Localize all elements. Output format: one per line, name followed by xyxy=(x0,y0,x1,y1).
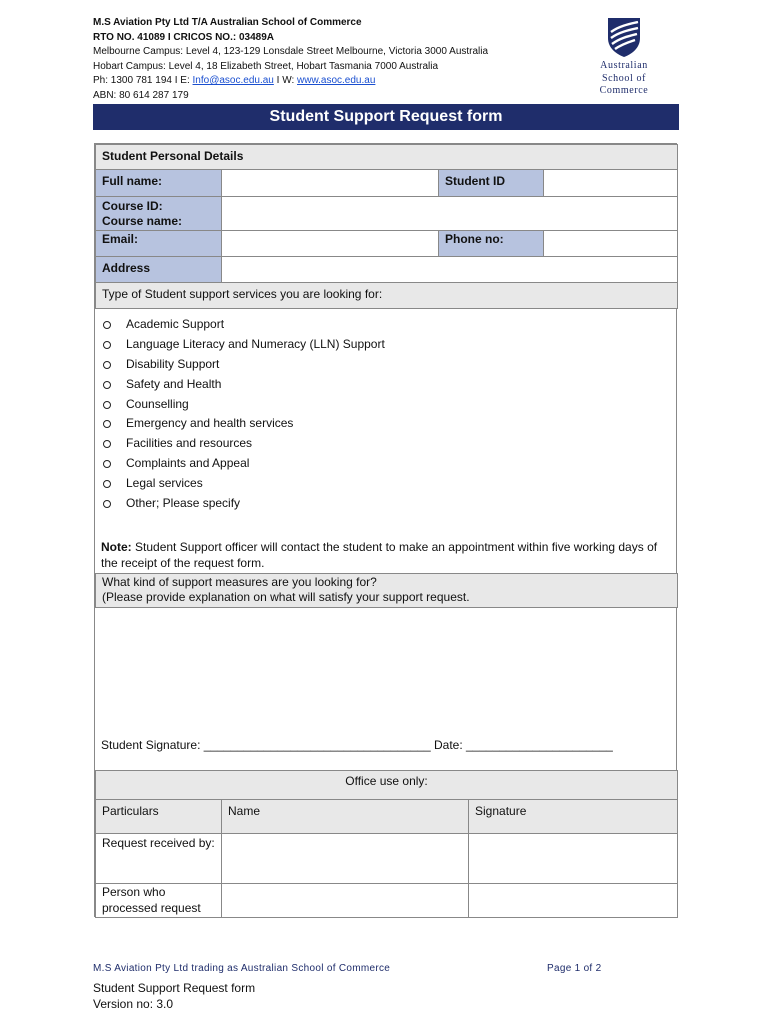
student-id-label: Student ID xyxy=(438,169,544,197)
footer-version: Version no: 3.0 xyxy=(93,997,174,1011)
logo-text-1: Australian xyxy=(600,60,648,71)
note-label: Note: xyxy=(101,540,132,554)
service-label: Language Literacy and Numeracy (LLN) Support xyxy=(126,336,385,351)
radio-circle-icon[interactable] xyxy=(103,361,111,369)
services-prompt: Type of Student support services you are looking for: xyxy=(95,282,678,309)
footer-org: M.S Aviation Pty Ltd trading as Australian School of Commerce xyxy=(93,963,391,974)
services-list xyxy=(95,309,676,574)
measures-question-1: What kind of support measures are you looking for? xyxy=(102,575,377,589)
phone-input[interactable] xyxy=(543,230,678,257)
abn-text: ABN: 80 614 287 179 xyxy=(93,89,189,101)
radio-circle-icon[interactable] xyxy=(103,460,111,468)
address-input[interactable] xyxy=(221,256,678,283)
email-link[interactable]: Info@asoc.edu.au xyxy=(192,75,274,87)
radio-circle-icon[interactable] xyxy=(103,381,111,389)
course-input[interactable] xyxy=(221,196,678,231)
service-label: Disability Support xyxy=(126,356,220,371)
letterhead xyxy=(93,16,573,104)
service-label: Complaints and Appeal xyxy=(126,456,250,471)
email-input[interactable] xyxy=(221,230,439,257)
page-footer xyxy=(93,963,613,1012)
website-link[interactable]: www.asoc.edu.au xyxy=(297,75,376,87)
radio-circle-icon[interactable] xyxy=(103,321,111,329)
service-label: Academic Support xyxy=(126,317,225,331)
office-use-heading: Office use only: xyxy=(95,770,678,800)
service-label: Safety and Health xyxy=(126,376,222,391)
phone-label: Phone no: xyxy=(438,230,544,257)
rto-number: RTO NO. 41089 I CRICOS NO.: 03489A xyxy=(93,31,274,43)
service-label: Other; Please specify xyxy=(126,496,241,511)
course-id-label: Course ID: xyxy=(102,199,163,213)
measures-question xyxy=(95,573,678,608)
form-title: Student Support Request form xyxy=(93,104,679,130)
org-name: M.S Aviation Pty Ltd T/A Australian School of Commerce xyxy=(93,17,362,28)
request-received-signature-input[interactable] xyxy=(468,833,678,884)
service-option[interactable] xyxy=(101,315,676,335)
service-option[interactable] xyxy=(101,375,676,395)
melbourne-address: Melbourne Campus: Level 4, 123-129 Lonsdale Street Melbourne, Victoria 3000 Australia xyxy=(93,46,489,58)
service-option[interactable] xyxy=(101,414,676,434)
service-label: Facilities and resources xyxy=(126,436,253,451)
service-option[interactable] xyxy=(101,355,676,375)
service-label: Emergency and health services xyxy=(126,416,294,431)
service-option[interactable] xyxy=(101,434,676,454)
service-label: Legal services xyxy=(126,476,203,491)
measures-question-2: (Please provide explanation on what will satisfy your support request. xyxy=(102,590,470,604)
note xyxy=(101,540,661,571)
school-logo xyxy=(588,16,660,96)
radio-circle-icon[interactable] xyxy=(103,420,111,428)
office-header-particulars: Particulars xyxy=(95,799,222,834)
office-header-name: Name xyxy=(221,799,469,834)
full-name-input[interactable] xyxy=(221,169,439,197)
service-option[interactable] xyxy=(101,474,676,494)
radio-circle-icon[interactable] xyxy=(103,401,111,409)
office-header-signature: Signature xyxy=(468,799,678,834)
request-received-label: Request received by: xyxy=(95,833,222,884)
radio-circle-icon[interactable] xyxy=(103,440,111,448)
service-option[interactable] xyxy=(101,454,676,474)
service-option[interactable] xyxy=(101,335,676,355)
full-name-label: Full name: xyxy=(95,169,222,197)
hobart-address: Hobart Campus: Level 4, 18 Elizabeth Street, Hobart Tasmania 7000 Australia xyxy=(93,60,439,72)
radio-circle-icon[interactable] xyxy=(103,480,111,488)
address-label: Address xyxy=(95,256,222,283)
request-received-name-input[interactable] xyxy=(221,833,469,884)
radio-circle-icon[interactable] xyxy=(103,341,111,349)
note-text: Student Support officer will contact the student to make an appointment within five working days of the receipt of the request form. xyxy=(101,540,658,570)
contact-line xyxy=(93,74,573,89)
course-label xyxy=(95,196,222,231)
course-name-label: Course name: xyxy=(102,214,183,228)
support-request-form xyxy=(94,143,677,917)
email-label: Email: xyxy=(95,230,222,257)
signature-line: Student Signature: __________________________________ Date: ______________________ xyxy=(101,738,613,752)
phone-text: Ph: 1300 781 194 I E: xyxy=(93,75,193,87)
footer-doc-name: Student Support Request form xyxy=(93,981,256,995)
logo-text-2: School of xyxy=(601,72,646,84)
service-option[interactable] xyxy=(101,395,676,415)
logo-text-3: Commerce xyxy=(599,85,649,96)
student-id-input[interactable] xyxy=(543,169,678,197)
radio-circle-icon[interactable] xyxy=(103,500,111,508)
processed-by-name-input[interactable] xyxy=(221,883,469,918)
service-label: Counselling xyxy=(126,396,189,411)
processed-by-signature-input[interactable] xyxy=(468,883,678,918)
section-personal-details: Student Personal Details xyxy=(95,144,678,170)
processed-by-label: Person who processed request xyxy=(95,883,222,918)
service-option[interactable] xyxy=(101,494,676,514)
page-number: Page 1 of 2 xyxy=(547,963,602,974)
web-prefix: I W: xyxy=(273,75,298,87)
shield-logo-icon xyxy=(605,16,643,58)
